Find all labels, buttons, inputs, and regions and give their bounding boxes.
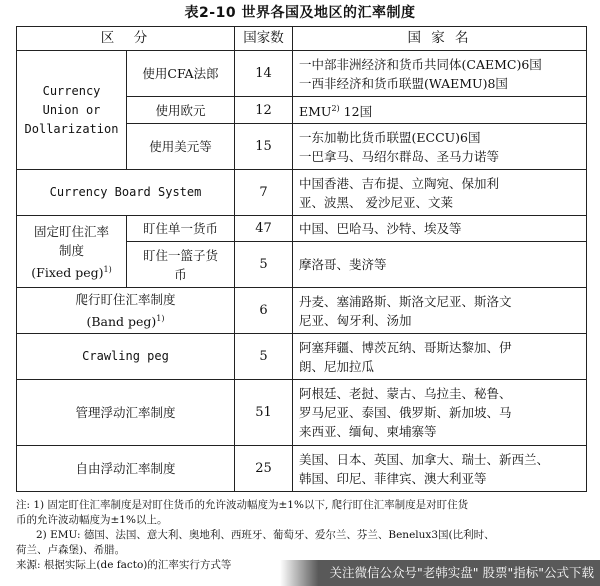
names-line: 来西亚、缅甸、柬埔寨等 [299,424,437,440]
label-line: 固定盯住汇率 [33,223,109,239]
footnote-line: 币的允许波动幅度为±1%以上。 [16,514,168,526]
table-row [17,334,587,380]
managed-float-names [293,380,587,446]
currency-union-label [17,51,127,170]
names-line: 亚、波黑、 爱沙尼亚、文莱 [299,194,453,210]
footnote-ref: 2) [331,104,340,113]
euro-names [293,97,587,124]
usd-names [293,124,587,170]
names-line: 阿根廷、老挝、蒙古、乌拉圭、秘鲁、 [299,386,512,402]
single-currency-label: 盯住单一货币 [127,216,235,242]
label-line: Union or [42,102,101,117]
names-line: 中国香港、吉布提、立陶宛、保加利 [299,175,500,191]
band-peg-names [293,288,587,334]
names-line: 一西非经济和货币联盟(WAEMU)8国 [299,75,508,91]
exchange-regime-table [16,26,587,492]
label-line: (Fixed peg) [31,264,104,280]
cfa-names [293,51,587,97]
crawling-peg-label: Crawling peg [17,334,235,380]
table-row [17,288,587,334]
table-row [17,51,587,97]
cfa-count: 14 [235,51,293,97]
names-line: 朗、尼加拉瓜 [299,358,375,374]
usd-count: 15 [235,124,293,170]
table-row [17,446,587,492]
label-line: Dollarization [24,121,119,136]
names-line: 丹麦、塞浦路斯、斯洛文尼亚、斯洛文 [299,293,512,309]
names-text: 12国 [339,104,373,120]
header-count: 国家数 [235,27,293,51]
table-row [17,216,587,242]
basket-names: 摩洛哥、斐济等 [293,242,587,288]
label-line: (Band peg) [86,314,157,330]
names-line: 韩国、印尼、菲律宾、澳大利亚等 [299,470,487,486]
names-line: 一巴拿马、马绍尔群岛、圣马力诺等 [299,148,500,164]
basket-label [127,242,235,288]
page-title: 表2-10 世界各国及地区的汇率制度 [184,5,416,21]
euro-count: 12 [235,97,293,124]
basket-count: 5 [235,242,293,288]
crawling-peg-names [293,334,587,380]
watermark-banner: 关注微信公众号"老韩实盘" 股票"指标"公式下载 [280,560,600,586]
names-line: 一中部非洲经济和货币共同体(CAEMC)6国 [299,56,542,72]
footnote-line: 来源: 根据实际上(de facto)的汇率实行方式等 [16,559,232,571]
names-line: 美国、日本、英国、加拿大、瑞士、新西兰、 [299,451,550,467]
label-line: 爬行盯住汇率制度 [75,292,176,308]
band-peg-label [17,288,235,334]
free-float-label: 自由浮动汇率制度 [17,446,235,492]
label-line: 制度 [58,242,84,258]
names-line: 罗马尼亚、泰国、俄罗斯、新加坡、马 [299,405,512,421]
header-category: 区 分 [17,27,235,51]
table-header-row [17,27,587,51]
usd-label: 使用美元等 [127,124,235,170]
names-text: EMU [299,104,332,120]
label-line: 盯住一篮子货 [142,247,218,263]
footnote-line: 注: 1) 固定盯住汇率制度是对盯住货币的允许波动幅度为±1%以下, 爬行盯住汇率制度是对盯住货 [16,499,469,511]
table-row [17,380,587,446]
currency-board-label: Currency Board System [17,170,235,216]
fixed-peg-label [17,216,127,288]
euro-label: 使用欧元 [127,97,235,124]
single-currency-names: 中国、巴哈马、沙特、埃及等 [293,216,587,242]
managed-float-count: 51 [235,380,293,446]
label-line: 币 [174,266,187,282]
currency-board-names [293,170,587,216]
single-currency-count: 47 [235,216,293,242]
names-line: 一东加勒比货币联盟(ECCU)6国 [299,129,481,145]
band-peg-count: 6 [235,288,293,334]
cfa-label: 使用CFA法郎 [127,51,235,97]
table-row [17,170,587,216]
names-line: 尼亚、匈牙利、汤加 [299,312,412,328]
label-line: Currency [42,83,101,98]
managed-float-label: 管理浮动汇率制度 [17,380,235,446]
footnote-line: 2) EMU: 德国、法国、意大利、奥地利、西班牙、葡萄牙、爱尔兰、芬兰、Benelux3国(比利时、 [36,529,495,541]
free-float-names [293,446,587,492]
free-float-count: 25 [235,446,293,492]
crawling-peg-count: 5 [235,334,293,380]
header-names: 国 家 名 [293,27,587,51]
footnote-ref: 1) [156,314,165,324]
footnote-line: 荷兰、卢森堡)、希腊。 [16,544,126,556]
currency-board-count: 7 [235,170,293,216]
names-line: 阿塞拜疆、博茨瓦纳、哥斯达黎加、伊 [299,339,512,355]
footnote-ref: 1) [103,264,112,274]
